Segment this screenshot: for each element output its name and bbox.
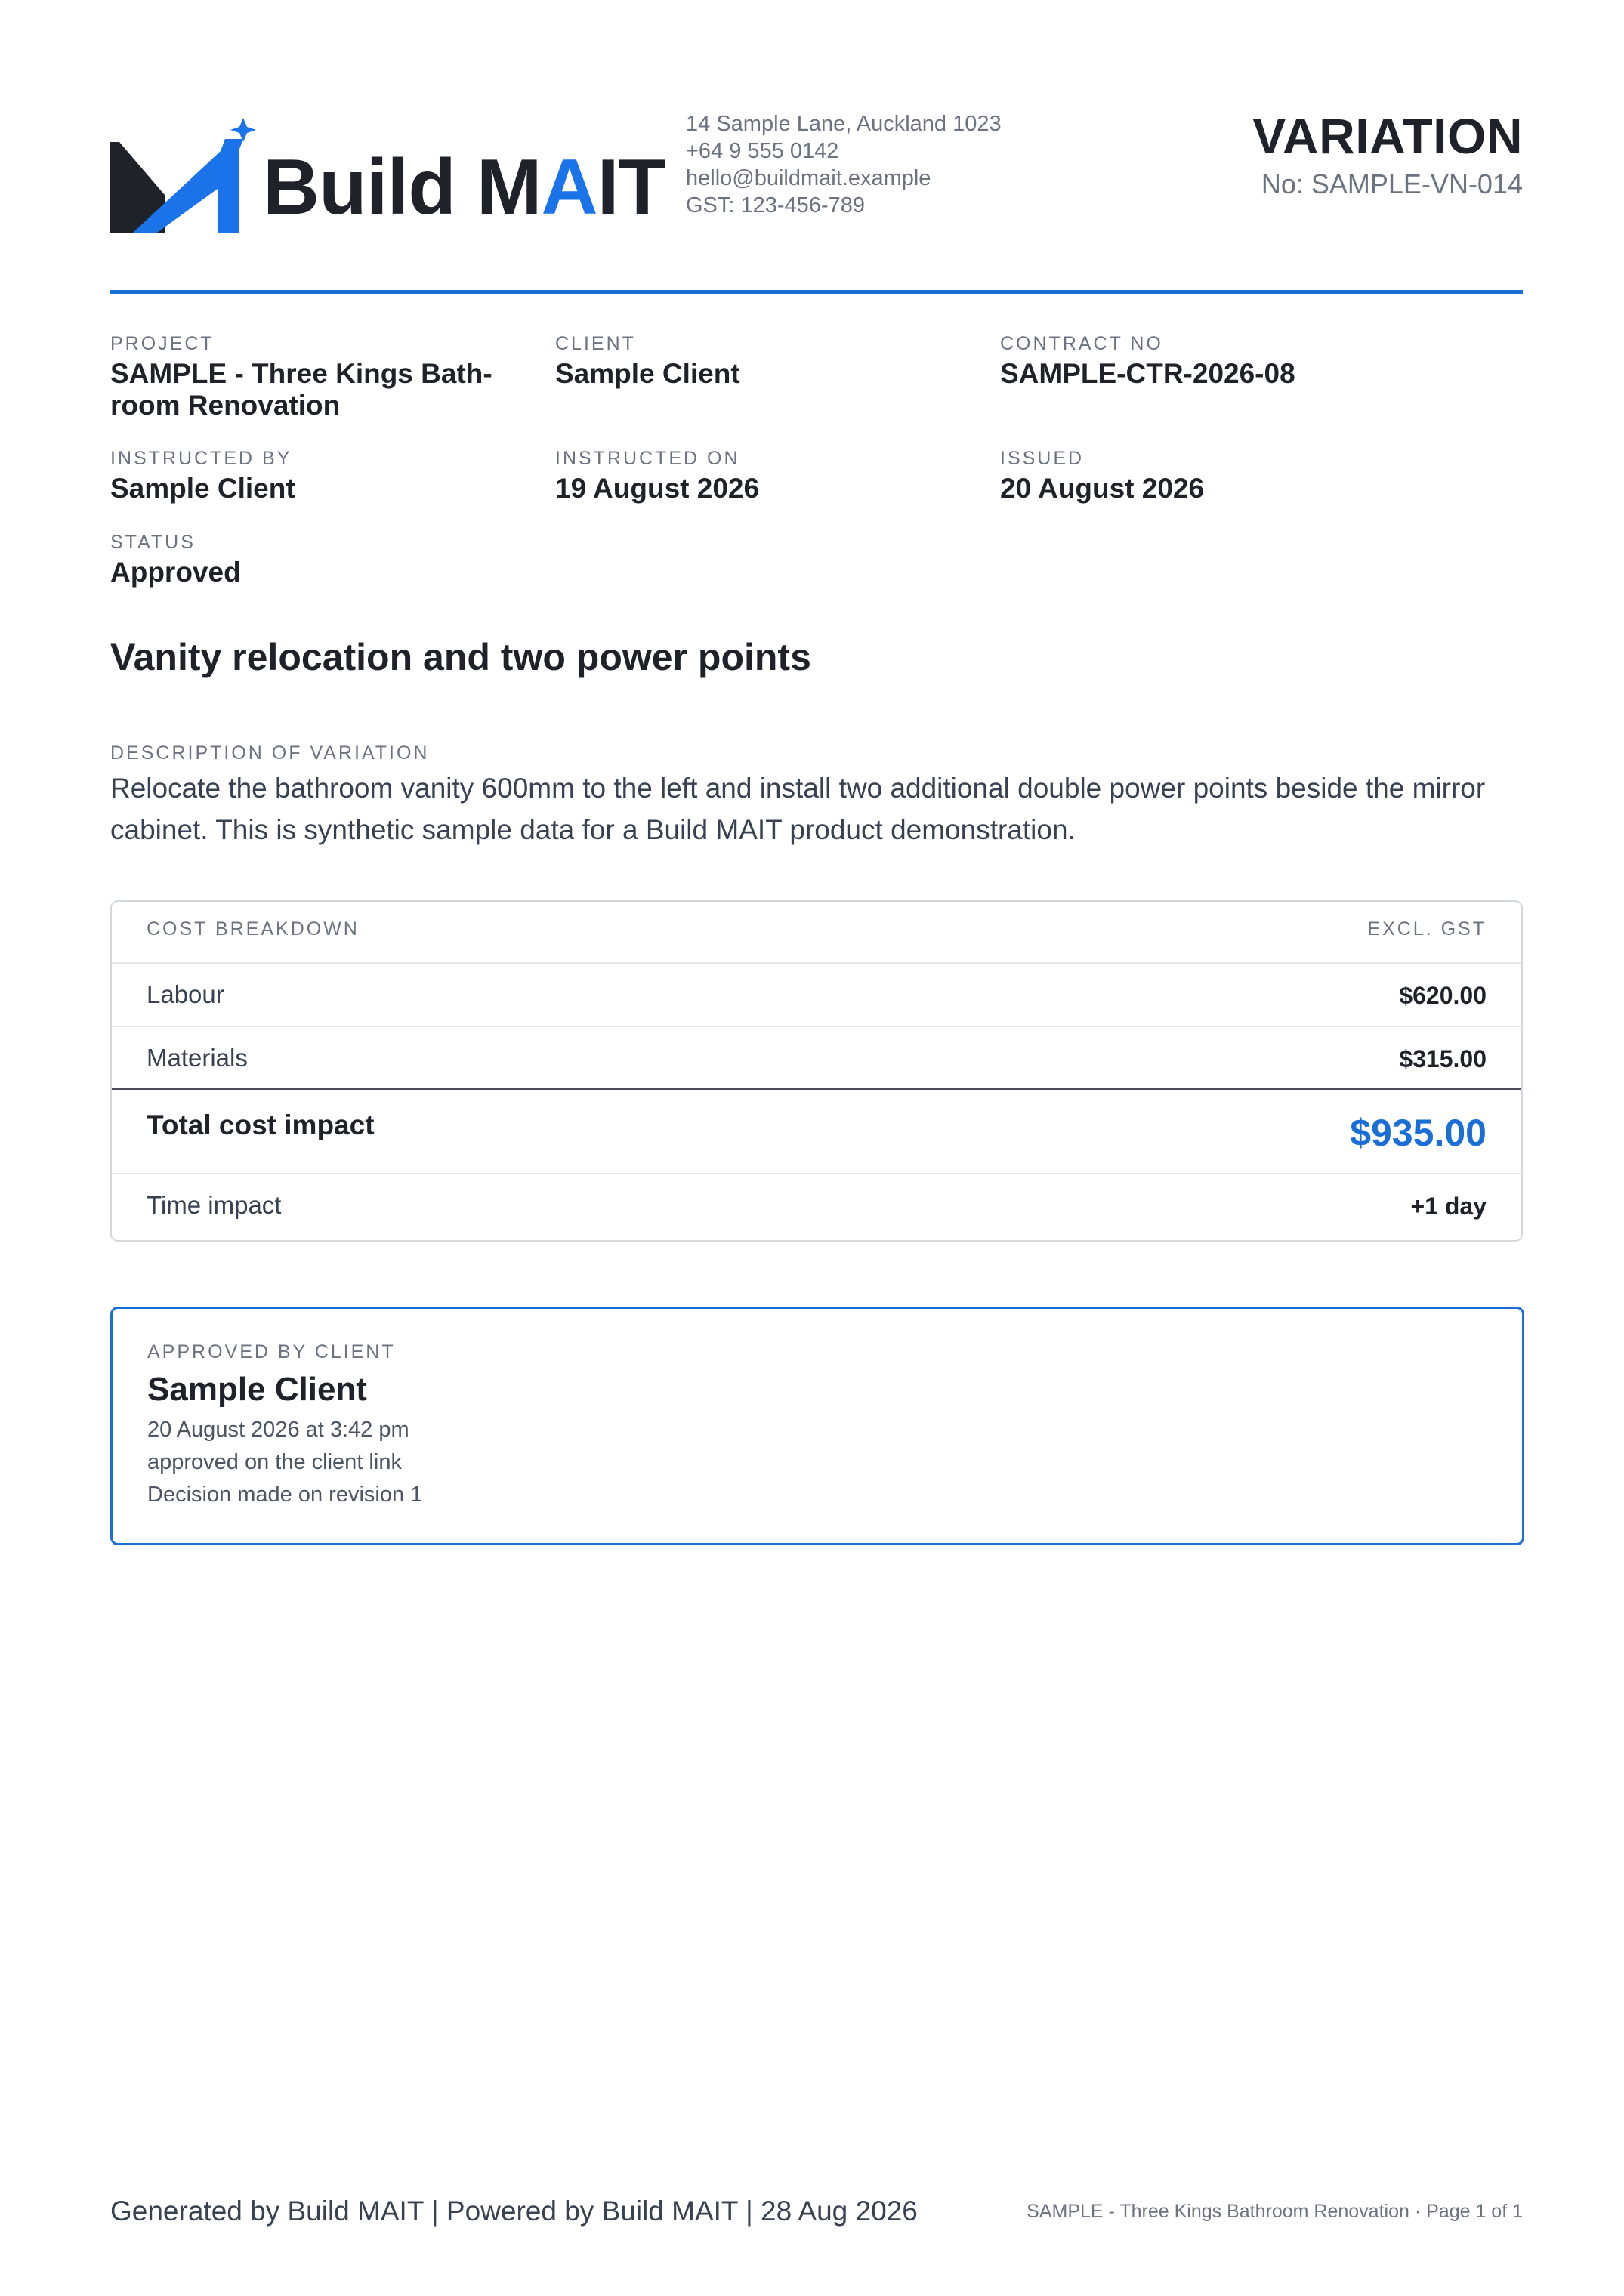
meta-client: CLIENT Sample Client: [555, 333, 740, 389]
description-label: DESCRIPTION OF VARIATION: [110, 742, 430, 764]
footer-page-info: SAMPLE - Three Kings Bathroom Renovation · Page 1 of 1: [1027, 2201, 1523, 2222]
company-email: hello@buildmait.example: [686, 166, 931, 190]
cost-row-total: Total cost impact $935.00: [112, 1090, 1521, 1174]
document-type: VARIATION: [1252, 108, 1523, 164]
cost-row-labour: Labour $620.00: [112, 964, 1521, 1027]
header-divider: [110, 290, 1523, 294]
variation-title: Vanity relocation and two power points: [110, 636, 811, 678]
cost-header-row: COST BREAKDOWN EXCL. GST: [112, 902, 1521, 964]
company-address: 14 Sample Lane, Auckland 1023: [686, 112, 1002, 136]
meta-project: PROJECT SAMPLE - Three Kings Bath- room Renovation: [110, 333, 492, 421]
meta-status: STATUS Approved: [110, 532, 241, 588]
approver-name: Sample Client: [147, 1371, 367, 1408]
company-details: [686, 110, 1002, 219]
meta-instructed-by: INSTRUCTED BY Sample Client: [110, 448, 295, 504]
variation-document: [110, 0, 1523, 2296]
company-gst: GST: 123-456-789: [686, 193, 865, 218]
cost-breakdown-table: [110, 900, 1523, 1242]
description-text: Relocate the bathroom vanity 600mm to the left and install two additional double power points beside the mirror cabinet. This is synthetic sample data for a Build MAIT product demonstration.: [110, 773, 1486, 845]
meta-issued: ISSUED 20 August 2026: [1000, 448, 1205, 504]
document-number: No: SAMPLE-VN-014: [1261, 168, 1523, 199]
meta-contract: CONTRACT NO SAMPLE-CTR-2026-08: [1000, 333, 1295, 389]
cost-row-time: Time impact +1 day: [147, 1191, 1487, 1220]
company-logo: [110, 106, 666, 242]
approval-datetime: 20 August 2026 at 3:42 pm: [147, 1418, 409, 1442]
company-phone: +64 9 555 0142: [686, 139, 839, 163]
approval-card: APPROVED BY CLIENT Sample Client 20 August 2026 at 3:42 pm approved on the client link Decision made on revision 1: [110, 1307, 1524, 1545]
total-cost-amount: $935.00: [1350, 1112, 1487, 1154]
logo-wordmark: Build MAIT: [263, 144, 666, 231]
document-heading: [1252, 106, 1523, 202]
meta-instructed-on: INSTRUCTED ON 19 August 2026: [555, 448, 760, 504]
cost-row-materials: Materials $315.00: [112, 1027, 1521, 1090]
approval-method: approved on the client link: [147, 1450, 402, 1474]
logo-mark-icon: [110, 106, 261, 242]
approval-revision: Decision made on revision 1: [147, 1483, 423, 1507]
footer-generated: Generated by Build MAIT | Powered by Build MAIT | 28 Aug 2026: [110, 2196, 918, 2227]
